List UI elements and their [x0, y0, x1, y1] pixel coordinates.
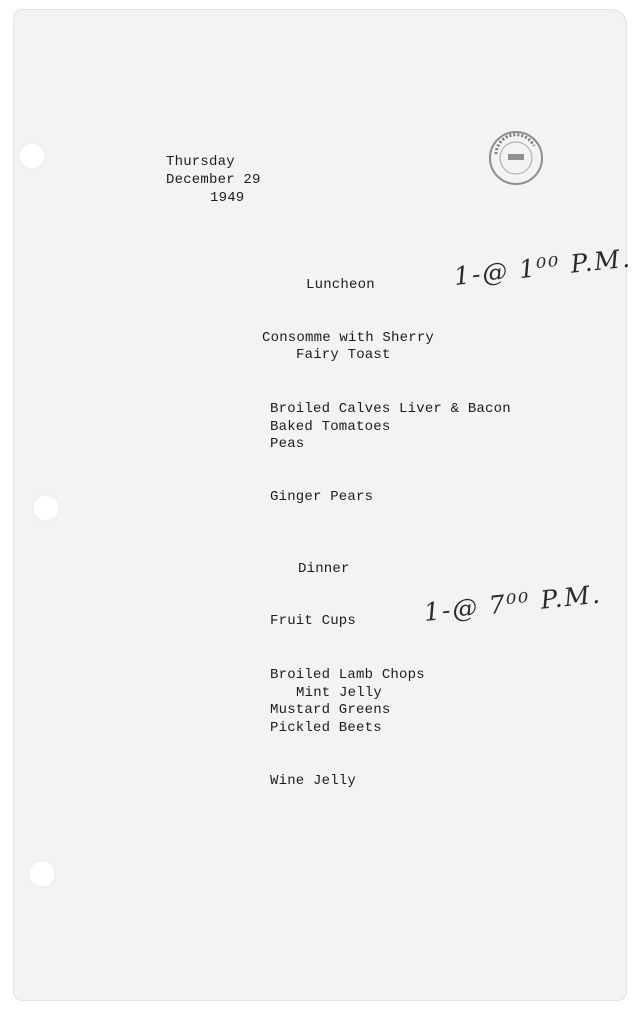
library-stamp-icon: [488, 130, 544, 186]
dinner-item: Mint Jelly: [296, 685, 383, 701]
luncheon-item: Fairy Toast: [296, 347, 391, 363]
luncheon-heading: Luncheon: [306, 277, 375, 293]
dinner-item: Mustard Greens: [270, 702, 391, 718]
binder-hole-top: [18, 142, 46, 170]
dinner-item: Wine Jelly: [270, 773, 357, 789]
dinner-item: Fruit Cups: [270, 613, 357, 629]
year-text: 1949: [210, 190, 245, 206]
binder-hole-middle: [32, 494, 60, 522]
luncheon-item: Consomme with Sherry: [262, 330, 435, 346]
dinner-heading: Dinner: [298, 561, 350, 577]
luncheon-item: Baked Tomatoes: [270, 419, 391, 435]
date-text: December 29: [166, 172, 261, 188]
day-text: Thursday: [166, 154, 235, 170]
luncheon-item: Ginger Pears: [270, 489, 374, 505]
dinner-time-annotation: 1-@ 7⁰⁰ P.M.: [422, 579, 603, 627]
luncheon-time-annotation: 1-@ 1⁰⁰ P.M.: [452, 243, 633, 291]
dinner-item: Broiled Lamb Chops: [270, 667, 425, 683]
binder-hole-bottom: [28, 860, 56, 888]
luncheon-item: Broiled Calves Liver & Bacon: [270, 401, 511, 417]
luncheon-item: Peas: [270, 436, 305, 452]
dinner-item: Pickled Beets: [270, 720, 382, 736]
